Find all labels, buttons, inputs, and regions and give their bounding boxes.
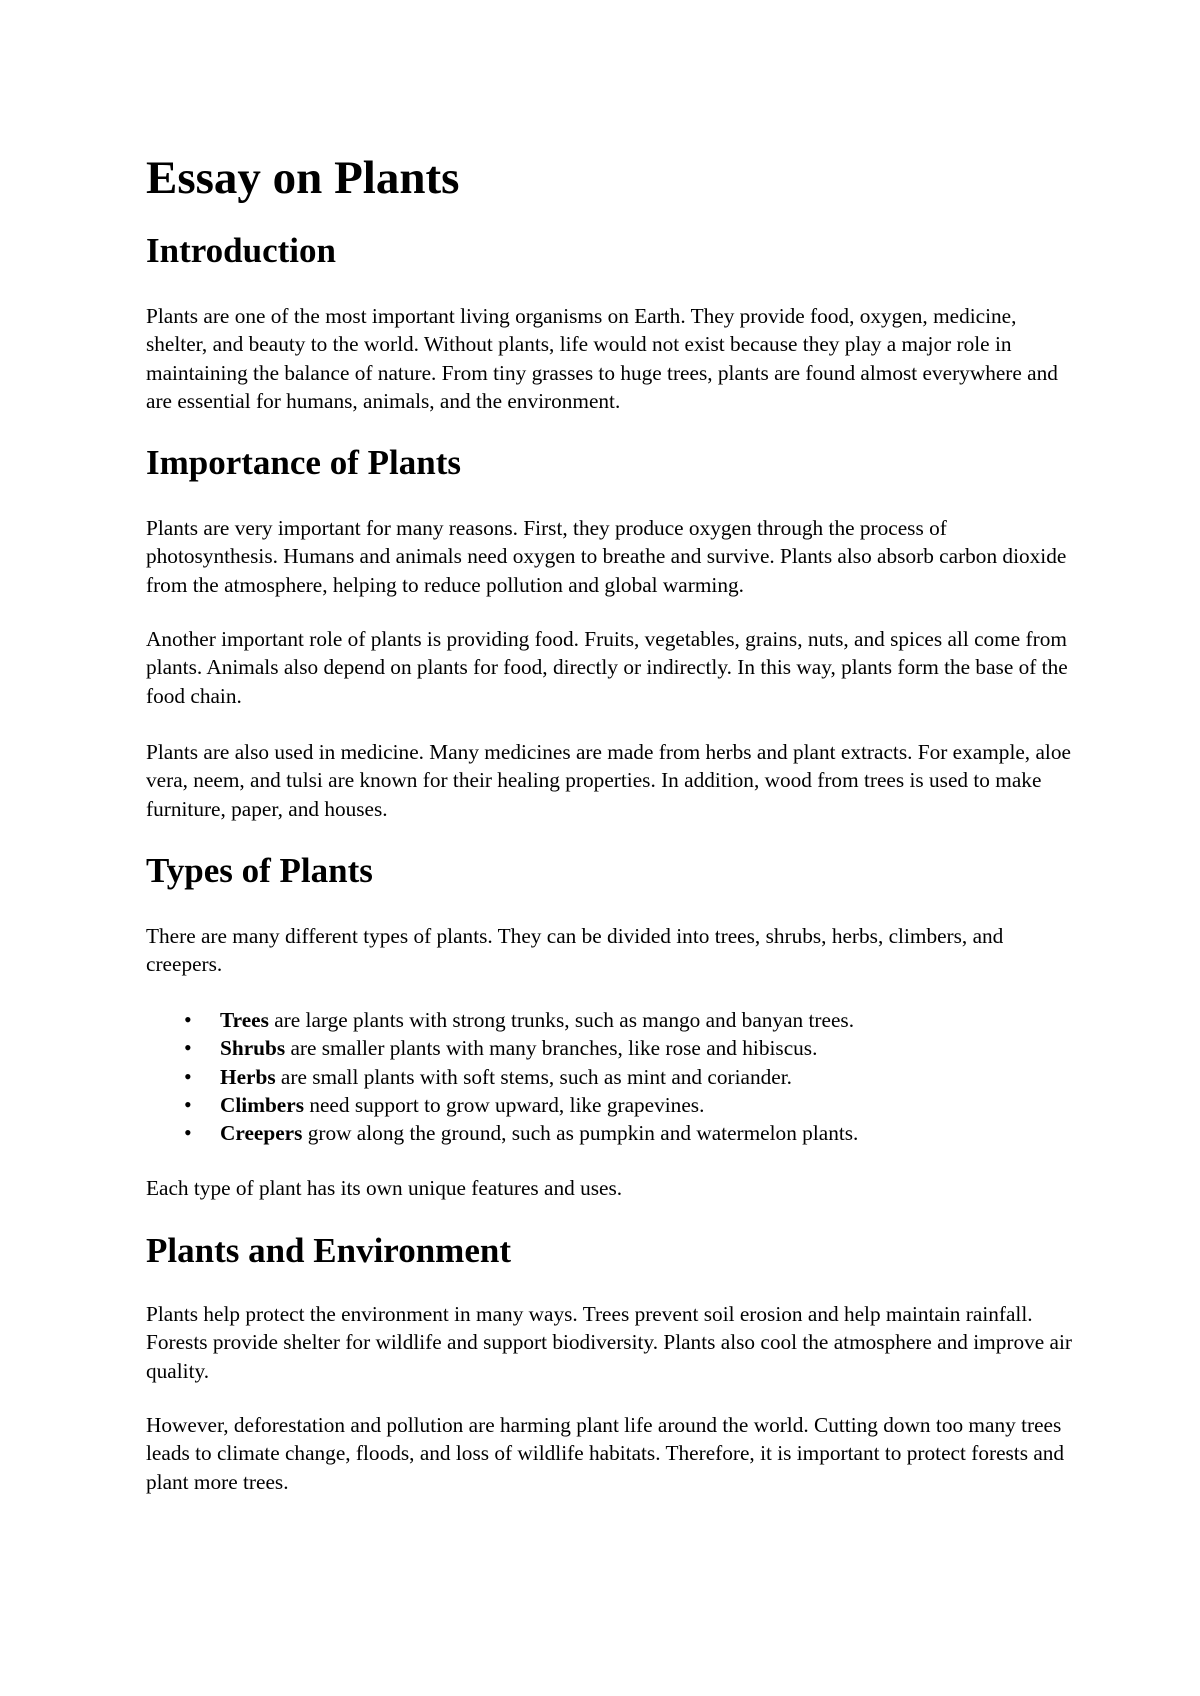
section-heading-types: Types of Plants: [146, 851, 373, 890]
list-item-text: are large plants with strong trunks, such as mango and banyan trees.: [268, 1008, 855, 1032]
list-item-term: Creepers: [220, 1121, 303, 1146]
list-item-text: are smaller plants with many branches, like rose and hibiscus.: [285, 1036, 818, 1061]
list-item: [146, 1119, 858, 1147]
section-heading-environment: Plants and Environment: [146, 1231, 511, 1270]
paragraph: However, deforestation and pollution are harming plant life around the world. Cutting down too many trees leads to climate change, floods, and loss of wildlife habitats. Therefore, it is important to protect forests and plant more trees.: [146, 1413, 1065, 1494]
list-item-term: Trees: [220, 1008, 269, 1032]
list-item: [146, 1034, 858, 1062]
list-item-term: Herbs: [220, 1064, 276, 1089]
list-item: [146, 1063, 858, 1091]
paragraph: Plants are one of the most important living organisms on Earth. They provide food, oxygen, medicine, shelter, and beauty to the world. Without plants, life would not exist because they play a major role in maintaining the balance of nature. From tiny grasses to huge trees, plants are found almost everywhere and are essential for humans, animals, and the environment.: [146, 304, 1058, 413]
paragraph: Plants are very important for many reasons. First, they produce oxygen through the process of photosynthesis. Humans and animals need oxygen to breathe and survive. Plants also absorb carbon dioxide from the atmosphere, helping to reduce pollution and global warming.: [146, 516, 1067, 597]
paragraph: There are many different types of plants. They can be divided into trees, shrubs, herbs, climbers, and creepers.: [146, 924, 1004, 977]
paragraph: Another important role of plants is providing food. Fruits, vegetables, grains, nuts, and spices all come from plants. Animals also depend on plants for food, directly or indirectly. In this way, plants form the base of the food chain.: [146, 627, 1068, 708]
plant-types-list: [146, 1006, 858, 1147]
paragraph: Each type of plant has its own unique features and uses.: [146, 1176, 623, 1200]
list-item-term: Climbers: [220, 1092, 304, 1117]
list-item-term: Shrubs: [220, 1036, 286, 1061]
list-item: [146, 1091, 858, 1119]
section-heading-importance: Importance of Plants: [146, 443, 461, 482]
list-item: [146, 1006, 858, 1034]
paragraph: Plants are also used in medicine. Many medicines are made from herbs and plant extracts. For example, aloe vera, neem, and tulsi are known for their healing properties. In addition, wood from trees is used to make furniture, paper, and houses.: [146, 740, 1071, 821]
document-title: Essay on Plants: [146, 152, 460, 204]
list-item-text: grow along the ground, such as pumpkin and watermelon plants.: [302, 1121, 859, 1146]
paragraph: Plants help protect the environment in many ways. Trees prevent soil erosion and help maintain rainfall. Forests provide shelter for wildlife and support biodiversity. Plants also cool the atmosphere and improve air quality.: [146, 1302, 1073, 1383]
list-item-text: need support to grow upward, like grapevines.: [304, 1092, 705, 1117]
section-heading-introduction: Introduction: [146, 231, 336, 270]
list-item-text: are small plants with soft stems, such as mint and coriander.: [275, 1064, 792, 1089]
